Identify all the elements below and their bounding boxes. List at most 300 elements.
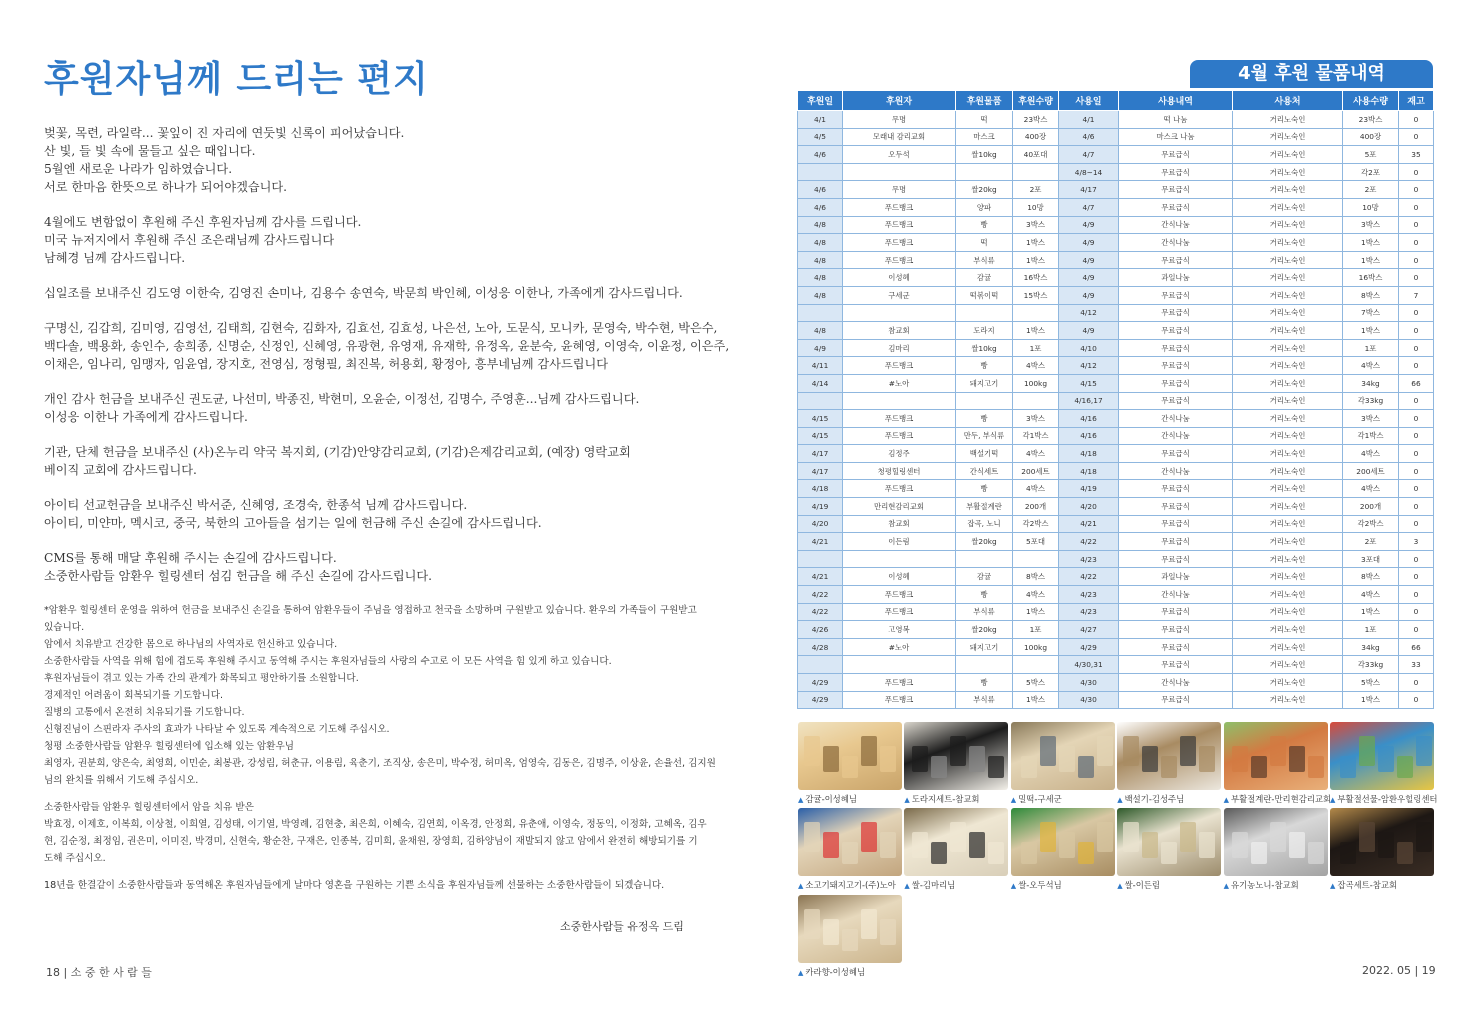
table-cell: 0 [1399,498,1434,516]
table-row [798,550,1434,568]
table-cell: 김정주 [843,445,956,463]
table-row [798,410,1434,428]
table-cell: 4/19 [1059,480,1119,498]
small-text-line: 암에서 치유받고 건강한 몸으로 하나님의 사역자로 헌신하고 있습니다. [44,639,338,650]
table-cell: 무료급식 [1119,392,1233,410]
letter-section [44,58,730,894]
table-cell [798,656,843,674]
photo-illustration [1117,722,1221,790]
table-cell: 0 [1399,322,1434,340]
paragraph-line: 백다솔, 백용화, 송인수, 송희종, 신명순, 신정인, 신혜영, 유광현, 유영재, 유재학, 유정옥, 윤분숙, 윤혜영, 이영숙, 이윤정, 이은주, [44,339,730,353]
table-cell: 66 [1399,638,1434,656]
photo-caption-text: 백설기-김성주님 [1124,794,1185,804]
triangle-icon: ▲ [1117,796,1123,804]
table-cell: 부식류 [956,603,1013,621]
table-cell: 빵 [956,216,1013,234]
table-cell: 푸드뱅크 [843,603,956,621]
triangle-icon: ▲ [1223,882,1229,890]
table-row [798,286,1434,304]
photo-item [1117,808,1221,891]
table-cell: 거리노숙인 [1233,674,1343,692]
table-cell: 감귤 [956,269,1013,287]
table-cell: 거리노숙인 [1233,533,1343,551]
table-cell: 1박스 [1013,691,1059,709]
table-cell: 200개 [1343,498,1399,516]
triangle-icon: ▲ [904,882,910,890]
grain-set-photo [1330,808,1434,876]
table-cell: 4/19 [798,498,843,516]
table-cell: 1포 [1013,339,1059,357]
table-cell: 거리노숙인 [1233,111,1343,129]
table-cell: 4/12 [1059,357,1119,375]
table-cell: 4박스 [1343,586,1399,604]
table-cell: 떡 나눔 [1119,111,1233,129]
table-cell: 4/15 [1059,374,1119,392]
table-cell: 3 [1399,533,1434,551]
table-cell: 4/1 [798,111,843,129]
table-cell: 무료급식 [1119,515,1233,533]
paragraph-line: 이성응 이한나 가족에게 감사드립니다. [44,410,248,424]
table-cell: 4/18 [1059,462,1119,480]
letter-paragraph [44,496,684,532]
table-cell: 거리노숙인 [1233,216,1343,234]
orange-boxes-photo [798,722,902,790]
table-cell: 4/14 [798,374,843,392]
table-cell: 거리노숙인 [1233,603,1343,621]
table-cell: 1박스 [1343,251,1399,269]
table-cell: 거리노숙인 [1233,269,1343,287]
table-cell: 4/20 [1059,498,1119,516]
table-cell: 무료급식 [1119,533,1233,551]
table-cell: 무료급식 [1119,638,1233,656]
table-cell: 각33kg [1343,392,1399,410]
table-cell: 4/9 [1059,322,1119,340]
rice-bags-photo [1117,808,1221,876]
letter-paragraph [44,213,684,267]
photo-caption [904,879,1008,891]
photo-caption [1330,879,1434,891]
photo-item [1223,722,1332,805]
table-cell: 거리노숙인 [1233,656,1343,674]
table-cell: 4/10 [1059,339,1119,357]
table-title-badge: 4월 후원 물품내역 [1190,60,1433,88]
letter-body [44,124,730,585]
table-cell: 40포대 [1013,146,1059,164]
table-cell: 무료급식 [1119,163,1233,181]
table-row [798,304,1434,322]
table-cell: 만두, 부식류 [956,427,1013,445]
table-cell: 각1박스 [1343,427,1399,445]
table-cell: 0 [1399,269,1434,287]
small-text-line: 최영자, 권분희, 양은숙, 최영희, 이민순, 최봉관, 강성림, 허춘규, 이용림, 육춘기, 조직상, 송은미, 박수정, 허미옥, 엄영숙, 김동은, 김명주, 이상윤, 손율선, 김지원 [44,758,716,769]
table-cell: 23박스 [1013,111,1059,129]
small-text-line: 현, 김순정, 최정임, 권은미, 이미진, 박경미, 신현숙, 황순찬, 구재은, 인종복, 김미희, 윤채원, 장영희, 김하양님이 재발되지 않고 암에서 완전히 해방되기를 기 [44,836,698,847]
triangle-icon: ▲ [798,969,804,977]
table-cell: 무료급식 [1119,339,1233,357]
photo-item [1224,808,1328,891]
table-cell: 4/8 [798,322,843,340]
table-cell: 5포대 [1013,533,1059,551]
table-header-cell: 사용일 [1059,91,1119,111]
table-cell: 떡 [956,234,1013,252]
table-cell: 무료급식 [1119,445,1233,463]
table-header-cell: 후원물품 [956,91,1013,111]
table-cell: 도라지 [956,322,1013,340]
table-cell: 거리노숙인 [1233,146,1343,164]
table-row [798,638,1434,656]
table-cell: 푸드뱅크 [843,251,956,269]
table-cell: 간식나눔 [1119,586,1233,604]
table-cell: 부식류 [956,251,1013,269]
photo-caption [1330,793,1438,805]
table-header-cell: 사용내역 [1119,91,1233,111]
photo-item [1330,722,1438,805]
table-cell: 100kg [1013,374,1059,392]
table-cell: 4/6 [798,198,843,216]
meat-boxes-photo [798,808,902,876]
photo-item [904,808,1008,891]
table-header-cell: 사용수량 [1343,91,1399,111]
table-cell: 4/7 [1059,146,1119,164]
table-cell: 거리노숙인 [1233,286,1343,304]
table-cell: 무료급식 [1119,656,1233,674]
paragraph-line: 4월에도 변함없이 후원해 주신 후원자님께 감사를 드립니다. [44,215,362,229]
table-cell: 4박스 [1013,357,1059,375]
table-cell: 0 [1399,427,1434,445]
table-cell: 푸드뱅크 [843,410,956,428]
table-cell: 거리노숙인 [1233,568,1343,586]
table-cell: 8박스 [1343,286,1399,304]
small-text-line: 경제적인 어려움이 회복되기를 기도합니다. [44,690,224,701]
table-cell: 4/30 [1059,691,1119,709]
table-row [798,427,1434,445]
rice-cake-photo [1117,722,1221,790]
small-text-line: 후원자님들이 겪고 있는 가족 간의 관계가 화목되고 평안하기를 소원합니다. [44,673,359,684]
table-cell: 4/8~14 [1059,163,1119,181]
table-row [798,480,1434,498]
table-cell: 부식류 [956,691,1013,709]
table-cell: 1박스 [1013,234,1059,252]
table-cell [1013,304,1059,322]
table-cell: #노아 [843,374,956,392]
table-cell: 200세트 [1013,462,1059,480]
table-cell: 4/23 [1059,550,1119,568]
photo-item [1330,808,1434,891]
table-cell: 거리노숙인 [1233,638,1343,656]
table-cell [1013,392,1059,410]
table-cell: 김마리 [843,339,956,357]
photo-illustration [1117,808,1221,876]
table-cell: 0 [1399,691,1434,709]
table-cell: 0 [1399,445,1434,463]
table-cell: 무료급식 [1119,603,1233,621]
table-cell: 4/17 [1059,181,1119,199]
table-cell: 푸드뱅크 [843,234,956,252]
table-cell: 0 [1399,621,1434,639]
paragraph-line: 소중한사람들 암환우 힐링센터 섬김 헌금을 해 주신 손길에 감사드립니다. [44,569,433,583]
table-cell: 4/21 [1059,515,1119,533]
rice-bags-photo [1011,808,1115,876]
photo-illustration [798,808,902,876]
photo-caption-text: 소고기돼지고기-(주)노아 [805,880,896,890]
triangle-icon: ▲ [1010,796,1017,804]
table-cell: 간식나눔 [1119,674,1233,692]
table-cell: 0 [1399,339,1434,357]
table-cell: 무료급식 [1119,322,1233,340]
table-cell: 4/23 [1059,603,1119,621]
table-header-cell: 재고 [1399,91,1434,111]
photo-caption-text: 쌀-김마리님 [911,880,956,890]
table-row [798,586,1434,604]
table-cell: 오두석 [843,146,956,164]
table-cell: 0 [1399,216,1434,234]
table-cell: 4/21 [798,568,843,586]
photo-caption [904,793,1008,805]
table-row [798,128,1434,146]
photo-caption [798,966,902,978]
table-cell: 4/6 [798,181,843,199]
table-cell: 거리노숙인 [1233,128,1343,146]
photo-illustration [904,808,1008,876]
table-cell: 떡 [956,111,1013,129]
table-cell [843,304,956,322]
letter-paragraph [44,124,684,196]
table-cell: 33 [1399,656,1434,674]
photo-item [904,722,1008,805]
rice-cake-bags-photo [1011,722,1115,790]
noni-boxes-photo [1224,808,1328,876]
table-cell: 100kg [1013,638,1059,656]
table-cell: 무료급식 [1119,304,1233,322]
letter-paragraph [44,390,684,426]
table-cell [843,550,956,568]
table-cell: 3박스 [1343,216,1399,234]
table-header-cell: 사용처 [1233,91,1343,111]
table-cell: 간식나눔 [1119,410,1233,428]
table-cell: 거리노숙인 [1233,251,1343,269]
table-cell: 무료급식 [1119,146,1233,164]
table-cell: 0 [1399,392,1434,410]
small-text-line: 질병의 고통에서 온전히 치유되기를 기도합니다. [44,707,245,718]
photo-caption [798,793,902,805]
table-cell: #노아 [843,638,956,656]
table-cell: 4박스 [1343,357,1399,375]
table-cell: 푸드뱅크 [843,691,956,709]
table-cell: 0 [1399,586,1434,604]
table-cell: 1박스 [1013,251,1059,269]
photo-caption [1223,793,1332,805]
photo-item [798,722,902,805]
table-cell: 5박스 [1013,674,1059,692]
photo-caption [1011,793,1115,805]
photo-caption-text: 도라지세트-참교회 [911,794,980,804]
closing-text: 18년을 한결같이 소중한사람들과 동역해온 후원자님들에게 날마다 영혼을 구원하는 기쁜 소식을 후원자님들께 선물하는 소중한사람들이 되겠습니다. [44,880,665,891]
table-row [798,251,1434,269]
table-cell: 2포 [1343,533,1399,551]
letter-paragraph [44,443,684,479]
table-cell: 0 [1399,234,1434,252]
photo-illustration [1224,808,1328,876]
table-row [798,216,1434,234]
photo-caption-text: 밀떡-구세군 [1018,794,1062,804]
photo-caption [798,879,902,891]
table-row [798,234,1434,252]
table-cell: 참교회 [843,322,956,340]
table-row [798,322,1434,340]
table-body [798,111,1434,709]
triangle-icon: ▲ [798,882,804,890]
table-cell: 4/8 [798,251,843,269]
photo-caption-text: 카라향-이성혜님 [805,967,866,977]
table-cell: 4박스 [1343,445,1399,463]
table-cell: 10망 [1343,198,1399,216]
table-cell: 무료급식 [1119,251,1233,269]
table-cell [798,304,843,322]
page-footer-right: 2022. 05 | 19 [1362,964,1436,977]
table-cell: 3박스 [1343,410,1399,428]
table-cell: 0 [1399,181,1434,199]
table-cell: 1박스 [1343,603,1399,621]
table-cell: 감귤 [956,568,1013,586]
table-cell: 빵 [956,674,1013,692]
table-cell: 돼지고기 [956,374,1013,392]
table-cell: 4/15 [798,410,843,428]
photo-illustration [798,895,902,963]
gift-box-photo [904,722,1008,790]
triangle-icon: ▲ [798,796,804,804]
table-cell: 푸드뱅크 [843,586,956,604]
table-cell: 8박스 [1343,568,1399,586]
table-cell: 4/9 [798,339,843,357]
table-cell: 거리노숙인 [1233,691,1343,709]
photo-illustration [1330,808,1434,876]
table-cell: 거리노숙인 [1233,181,1343,199]
table-cell: 과일나눔 [1119,269,1233,287]
table-cell: 빵 [956,586,1013,604]
page-footer-left: 18 | 소 중 한 사 람 들 [46,966,152,979]
photo-item [1117,722,1221,805]
table-cell: 4/11 [798,357,843,375]
table-header-cell: 후원일 [798,91,843,111]
table-cell: 거리노숙인 [1233,427,1343,445]
table-cell: 쌀10kg [956,146,1013,164]
photo-illustration [798,722,902,790]
table-cell: 쌀20kg [956,621,1013,639]
table-cell: 돼지고기 [956,638,1013,656]
table-cell: 15박스 [1013,286,1059,304]
small-text-line: 소중한사람들 암환우 힐링센터에서 암을 치유 받은 [44,802,254,813]
photo-illustration [1224,722,1328,790]
table-row [798,269,1434,287]
table-cell: 3박스 [1013,216,1059,234]
table-cell: 거리노숙인 [1233,586,1343,604]
table-cell: 이든림 [843,533,956,551]
table-cell: 4/23 [1059,586,1119,604]
triangle-icon: ▲ [1223,796,1229,804]
photo-item [1011,808,1115,891]
photo-caption-text: 감귤-이성혜님 [805,794,857,804]
table-cell: 빵 [956,410,1013,428]
table-cell [1013,550,1059,568]
healed-block [44,799,707,867]
paragraph-line: 기관, 단체 헌금을 보내주신 (사)온누리 약국 복지회, (기감)안양감리교회, (기감)은제감리교회, (예장) 영락교회 [44,445,631,459]
table-cell: 4/30,31 [1059,656,1119,674]
table-row [798,392,1434,410]
table-cell: 66 [1399,374,1434,392]
table-cell: 무료급식 [1119,357,1233,375]
table-row [798,603,1434,621]
triangle-icon: ▲ [904,796,910,804]
table-cell: 4/12 [1059,304,1119,322]
table-cell: 0 [1399,251,1434,269]
table-cell: 200세트 [1343,462,1399,480]
table-cell: 1포 [1343,339,1399,357]
snacks-photo [1330,722,1434,790]
photo-caption-text: 잡곡세트-참교회 [1337,880,1398,890]
letter-title: 후원자님께 드리는 편지 [44,59,429,100]
table-cell: 거리노숙인 [1233,357,1343,375]
photo-item [798,895,902,978]
table-cell: 4/8 [798,216,843,234]
table-cell: 4/22 [1059,533,1119,551]
table-cell: 무료급식 [1119,691,1233,709]
table-cell: 거리노숙인 [1233,198,1343,216]
table-cell: 무료급식 [1119,286,1233,304]
table-cell: 0 [1399,603,1434,621]
table-cell: 4/21 [798,533,843,551]
paragraph-line: 이채은, 임나리, 임맹자, 임윤엽, 장지호, 전영심, 정형필, 최진복, 허용회, 황정아, 흥부네님께 감사드립니다 [44,357,609,371]
table-cell: 무료급식 [1119,550,1233,568]
table-cell: 8박스 [1013,568,1059,586]
paragraph-line: 구명신, 김갑희, 김미영, 김영선, 김태희, 김현숙, 김화자, 김효선, 김효성, 나은선, 노아, 도문식, 모니카, 문영숙, 박수현, 박은수, [44,321,718,335]
triangle-icon: ▲ [1330,796,1336,804]
table-cell: 4/16 [1059,427,1119,445]
table-cell: 4/17 [798,445,843,463]
table-row [798,181,1434,199]
paragraph-line: 십일조를 보내주신 김도영 이한숙, 김영진 손미나, 김용수 송연숙, 박문희 박인혜, 이성응 이한나, 가족에게 감사드립니다. [44,286,683,300]
photo-caption [1117,879,1221,891]
table-cell: 0 [1399,111,1434,129]
table-cell: 4/30 [1059,674,1119,692]
photo-item [798,808,902,891]
table-header-cell: 후원수량 [1013,91,1059,111]
table-cell: 무료급식 [1119,480,1233,498]
table-cell: 무료급식 [1119,198,1233,216]
table-row [798,163,1434,181]
table-cell: 4/8 [798,286,843,304]
table-cell: 0 [1399,515,1434,533]
table-cell: 각2박스 [1013,515,1059,533]
table-cell: 7박스 [1343,304,1399,322]
small-text-line: 신형진님이 스핀라자 주사의 효과가 나타날 수 있도록 계속적으로 기도해 주십시오. [44,724,390,735]
table-cell [798,163,843,181]
table-cell: 4/9 [1059,216,1119,234]
table-cell: 빵 [956,480,1013,498]
table-cell: 쌀10kg [956,339,1013,357]
table-cell: 5박스 [1343,674,1399,692]
table-cell [1013,163,1059,181]
table-cell: 5포 [1343,146,1399,164]
table-cell [843,392,956,410]
table-row [798,498,1434,516]
table-cell: 각1박스 [1013,427,1059,445]
table-cell: 16박스 [1013,269,1059,287]
letter-paragraph [44,284,684,302]
table-cell: 거리노숙인 [1233,304,1343,322]
table-cell: 쌀20kg [956,181,1013,199]
small-text-line: *암환우 힐링센터 운영을 위하여 헌금을 보내주신 손길을 통하여 암환우들이 주님을 영접하고 천국을 소망하며 구원받고 있습니다. 환우의 가족들이 구원받고 [44,605,697,616]
table-cell: 4/17 [798,462,843,480]
